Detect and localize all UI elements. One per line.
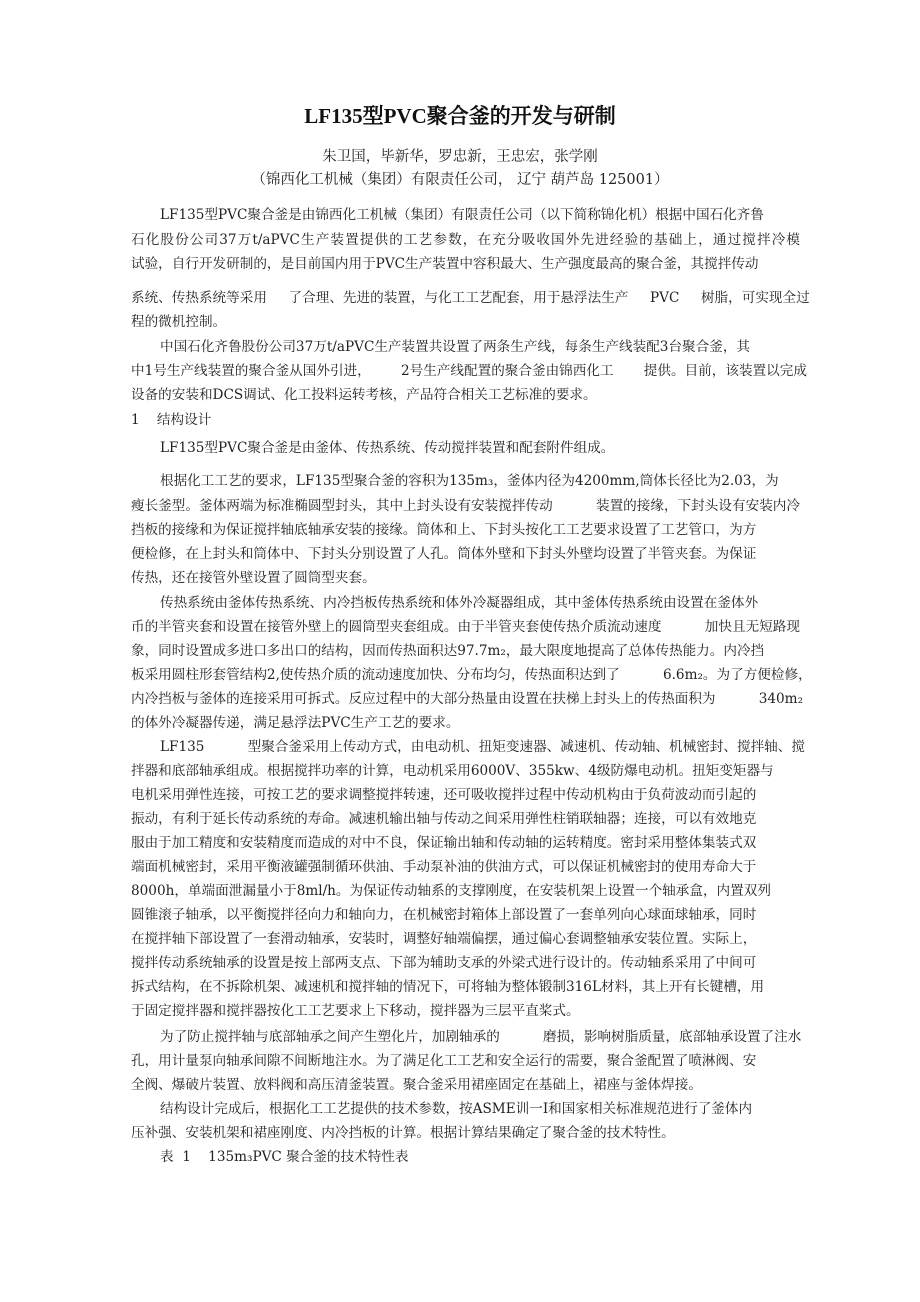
text-line: 传热系统由釜体传热系统、内冷挡板传热系统和体外冷凝器组成，其中釜体传热系统由设置在釜体外 (160, 595, 759, 611)
text-line: 端面机械密封，采用平衡液罐强制循环供油、手动泵补油的供油方式，可以保证机械密封的使用寿命大于 (131, 859, 757, 875)
text-line: 在搅拌轴下部设置了一套滑动轴承，安装时，调整好轴端偏摆，通过偏心套调整轴承安装位置。实际上， (131, 931, 757, 947)
authors: 朱卫国，毕新华，罗忠新，王忠宏，张学刚 (322, 149, 598, 165)
section-heading: 1 结构设计 (131, 412, 212, 428)
text-line: 圆锥滚子轴承，以平衡搅拌径向力和轴向力，在机械密封箱体上部设置了一套单列向心球面球轴承，同时 (131, 907, 757, 923)
text-line: 便检修，在上封头和筒体中、下封头分别设置了人孔。筒体外壁和下封头外壁均设置了半管夹套。为保证 (131, 546, 757, 562)
text-line: 服由于加工精度和安装精度而造成的对中不良，保证输出轴和传动轴的运转精度。密封采用整体集装式双 (131, 835, 757, 851)
text-line: 瘦长釜型。釜体两端为标准椭圆型封头，其中上封头设有安装搅拌传动 装置的接缘，下封头设有安装内冷 (131, 498, 800, 514)
text-line: 电机采用弹性连接，可按工艺的要求调整搅拌转速，还可吸收搅拌过程中传动机构由于负荷波动而引起的 (131, 787, 757, 803)
text-line: 内冷挡板与釜体的连接采用可拆式。反应过程中的大部分热量由设置在扶梯上封头上的传热面积为 340m₂ (131, 691, 804, 707)
text-line: 搅拌传动系统轴承的设置是按上部两支点、下部为辅助支承的外梁式进行设计的。传动轴系采用了中间可 (131, 955, 757, 971)
text-line: 拌器和底部轴承组成。根据搅拌功率的计算，电动机采用6000V、355kw、4级防爆电动机。扭矩变矩器与 (131, 763, 774, 779)
text-line: 于固定搅拌器和搅拌器按化工工艺要求上下移动，搅拌器为三层平直桨式。 (131, 1003, 580, 1019)
text-line: 拆式结构，在不拆除机架、减速机和搅拌轴的情况下，可将轴为整体锻制316L材料，其上开有长键槽，用 (131, 979, 765, 995)
text-line: 传热，还在接管外壁设置了圆筒型夹套。 (131, 570, 376, 586)
text-line: 挡板的接缘和为保证搅拌轴底轴承安装的接缘。筒体和上、下封头按化工工艺要求设置了工艺管口，为方 (131, 522, 757, 538)
text-line: 象，同时设置成多进口多出口的结构，因而传热面积达97.7m₂，最大限度地提高了总体传热能力。内冷挡 (131, 643, 765, 659)
text-line: 程的微机控制。 (131, 314, 227, 330)
text-line: LF135型PVC聚合釜是由锦西化工机械（集团）有限责任公司（以下简称锦化机）根据中国石化齐鲁 (160, 207, 764, 223)
text-line: 为了防止搅拌轴与底部轴承之间产生塑化片，加剧轴承的 磨损，影响树脂质量，底部轴承设置了注水 (160, 1029, 802, 1045)
text-line: 板采用圆柱形套管结构2,使传热介质的流动速度加快、分布均匀，传热面积达到了 6.6m₂。为了方便检修， (131, 667, 812, 683)
table-caption: 表 1 135m₃PVC 聚合釜的技术特性表 (160, 1149, 409, 1165)
text-line: 压补强、安装机架和裙座刚度、内冷挡板的计算。根据计算结果确定了聚合釜的技术特性。 (131, 1125, 675, 1141)
paper-title: LF135型PVC聚合釜的开发与研制 (304, 104, 616, 128)
text-line: 结构设计完成后，根据化工工艺提供的技术参数，按ASME训一I和国家相关标准规范进行了釜体内 (160, 1101, 753, 1117)
text-line: 系统、传热系统等采用 了合理、先进的装置，与化工工艺配套，用于悬浮法生产 PVC 树脂，可实现全过 (131, 290, 810, 306)
text-line: 孔，用计量泵向轴承间隙不间断地注水。为了满足化工工艺和安全运行的需要，聚合釜配置了喷淋阀、安 (131, 1053, 757, 1069)
text-line: 中国石化齐鲁股份公司37万t/aPVC生产装置共设置了两条生产线，每条生产线装配3台聚合釜，其 (160, 339, 751, 355)
text-line: 根据化工工艺的要求，LF135型聚合釜的容积为135m₃，釜体内径为4200mm,筒体长径比为2.03，为 (160, 473, 779, 489)
text-line: 振动，有利于延长传动系统的寿命。减速机输出轴与传动之间采用弹性柱销联轴器；连接，可以有效地克 (131, 811, 757, 827)
text-line: LF135 型聚合釜采用上传动方式，由电动机、扭矩变速器、减速机、传动轴、机械密封、搅拌轴、搅 (160, 739, 805, 755)
text-line: 石化股份公司37万t/aPVC生产装置提供的工艺参数，在充分吸收国外先进经验的基础上，通过搅拌冷模 (131, 232, 800, 248)
text-line: 币的半管夹套和设置在接管外壁上的圆筒型夹套组成。由于半管夹套使传热介质流动速度 加快且无短路现 (131, 619, 800, 635)
text-line: 8000h，单端面泄漏量小于8ml/h。为保证传动轴系的支撑刚度，在安装机架上设置一个轴承盒，内置双列 (131, 883, 771, 899)
text-line: 中1号生产线装置的聚合釜从国外引进， 2号生产线配置的聚合釜由锦西化工 提供。目前，该装置以完成 (131, 363, 807, 379)
text-line: LF135型PVC聚合釜是由釜体、传热系统、传动搅拌装置和配套附件组成。 (160, 440, 615, 456)
text-line: 试验，自行开发研制的，是目前国内用于PVC生产装置中容积最大、生产强度最高的聚合釜，其搅拌传动 (131, 256, 759, 272)
text-line: 全阀、爆破片装置、放料阀和高压清釜装置。聚合釜采用裙座固定在基础上，裙座与釜体焊接。 (131, 1077, 702, 1093)
text-line: 的体外冷凝器传递，满足悬浮法PVC生产工艺的要求。 (131, 715, 460, 731)
text-line: 设备的安装和DCS调试、化工投料运转考核，产品符合相关工艺标准的要求。 (131, 387, 597, 403)
affiliation: （锦西化工机械（集团）有限责任公司， 辽宁 葫芦岛 125001） (251, 172, 669, 188)
